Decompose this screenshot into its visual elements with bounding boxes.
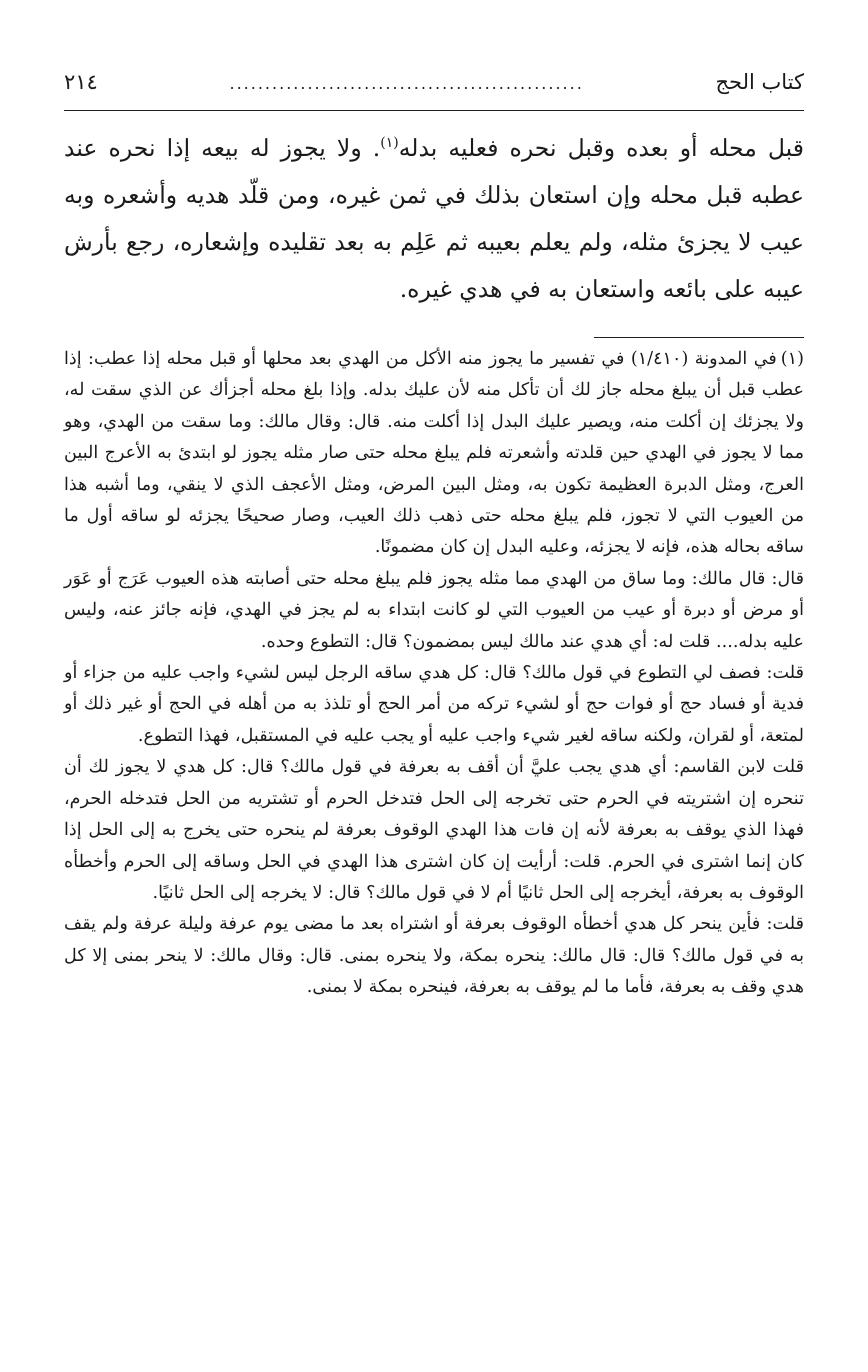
footnote-separator bbox=[594, 337, 804, 338]
footnotes-section bbox=[64, 344, 804, 1004]
footnote-paragraph-3: قلت: فصف لي التطوع في قول مالك؟ قال: كل هدي ساقه الرجل ليس لشيء واجب عليه من جزاء أو فدية أو فساد حج أو فوات حج أو لشيء تركه من أمر الحج أو تلذذ به من أهله في الحج أو غير ذلك أو لمتعة، أو لقران، ولكنه ساقه لغير شيء واجب عليه أو يجب عليه في المستقبل، فهذا التطوع. bbox=[64, 663, 804, 746]
footnote-paragraph-1 bbox=[64, 344, 804, 564]
main-text-paragraph bbox=[64, 125, 804, 313]
footnote-paragraph-4: قلت لابن القاسم: أي هدي يجب عليَّ أن أقف به بعرفة في قول مالك؟ قال: كل هدي لا يجوز لك أن تنحره إن اشتريته في الحرم حتى تخرجه إلى الحل فتدخل الحرم أو تشتريه من الحل فتدخله الحرم، فهذا الذي يوقف به بعرفة لأنه إن فات هذا الهدي الوقوف بعرفة لم ينحره حتى يخرج به إلى الحل إذا كان إنما اشترى في الحرم. قلت: أرأيت إن كان اشترى هذا الهدي في الحل وساقه إلى الحرم وأخطأه الوقوف به بعرفة، أيخرجه إلى الحل ثانيًا أم لا في قول مالك؟ قال: لا يخرجه إلى الحل ثانيًا. bbox=[64, 757, 804, 903]
running-header bbox=[64, 70, 804, 111]
main-text-part-2: . ولا يجوز له بيعه إذا نحره عند عطبه قبل محله وإن استعان بذلك في ثمن غيره، ومن قلّد هديه وأشعره وبه عيب لا يجزئ مثله، ولم يعلم بعيبه ثم عَلِم به بعد تقليده وإشعاره، رجع بأرش عيبه على بائعه واستعان به في هدي غيره. bbox=[64, 134, 804, 303]
page-number: ٢١٤ bbox=[64, 70, 98, 94]
footnote-marker: (١) bbox=[380, 135, 399, 152]
main-text-part-1: قبل محله أو بعده وقبل نحره فعليه بدله bbox=[398, 134, 804, 162]
footnote-paragraph-2: قال: قال مالك: وما ساق من الهدي مما مثله يجوز فلم يبلغ محله حتى أصابته هذه العيوب عَرَج أو عَوَر أو مرض أو دبرة أو عيب من العيوب التي لو كانت ابتداء به لم يجز في الهدي، فإنه جائز عنه، وليس عليه بدله.... قلت له: أي هدي عند مالك ليس بمضمون؟ قال: التطوع وحده. bbox=[64, 568, 804, 652]
footnote-number: (١) bbox=[780, 349, 804, 369]
chapter-title: كتاب الحج bbox=[715, 70, 804, 94]
footnote-paragraph-5: قلت: فأين ينحر كل هدي أخطأه الوقوف بعرفة أو اشتراه بعد ما مضى يوم عرفة وليلة عرفة ولم يقف به في قول مالك؟ قال: قال مالك: ينحره بمكة، ولا ينحره بمنى. قال: وقال مالك: لا ينحر بمنى إلا كل هدي وقف به بعرفة، فأما ما لم يوقف به بعرفة، فينحره بمكة لا بمنى. bbox=[64, 914, 804, 998]
header-leader-dots: .................................................. bbox=[229, 74, 584, 93]
footnote-text-1: في المدونة (١/٤١٠) في تفسير ما يجوز منه الأكل من الهدي بعد محلها أو قبل محله إذا عطب: إذا عطب قبل أن يبلغ محله جاز لك أن تأكل منه لأن عليك بدله. وإذا بلغ محله أجزأك عن الذي سقت له، ولا يجزئك إن أكلت منه، ويصير عليك البدل إذا أكلت منه. قال: وقال مالك: وما سقت من الهدي، وهو مما لا يجوز في الهدي حين قلدته وأشعرته فلم يبلغ محله حتى صار مثله يجوز لو ابتدئ به الأعرج البين العرج، ومثل الدبرة العظيمة تكون به، ومثل البين المرض، ومثل الأعجف الذي لا ينقي، وما أشبه هذا من العيوب التي لا تجوز، فلم يبلغ محله حتى ذهب ذلك العيب، وصار صحيحًا يجزئه لو ساقه أول ما ساقه بحاله هذه، فإنه لا يجزئه، وعليه البدل إن كان مضمونًا. bbox=[64, 349, 804, 558]
